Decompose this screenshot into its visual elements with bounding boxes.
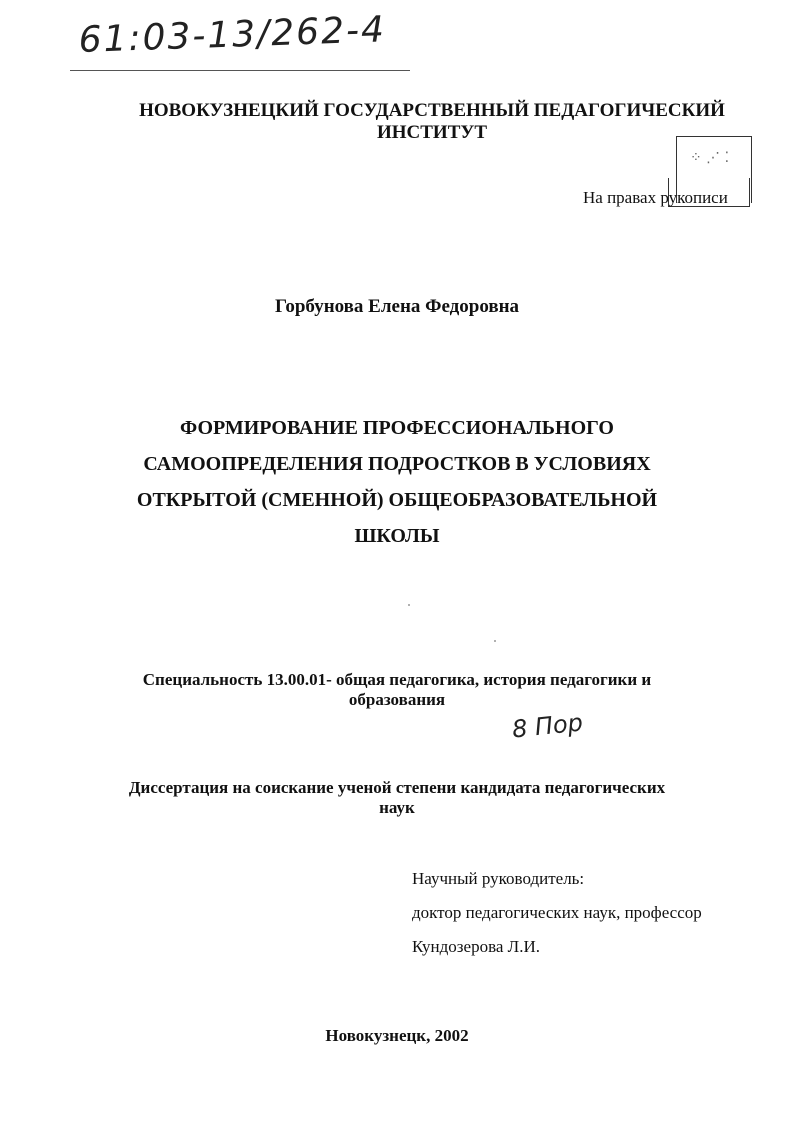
institute-name: [0, 100, 794, 144]
dissertation-title: [0, 410, 794, 554]
handwritten-note: 8 Пор: [510, 708, 585, 744]
archive-number: 61:03-13/262-4: [78, 9, 387, 61]
scan-speck: [494, 640, 496, 642]
degree-statement: [0, 778, 794, 818]
supervisor-block: [412, 862, 702, 964]
institute-name-line2: ИНСТИТУТ: [376, 122, 488, 143]
archive-number-underline: [70, 70, 410, 71]
manuscript-note: На правах рукописи: [583, 188, 728, 207]
city-year: Новокузнецк, 2002: [325, 1026, 469, 1045]
degree-line2: наук: [379, 798, 415, 817]
author-name: Горбунова Елена Федоровна: [274, 296, 520, 317]
stamp-marks-icon: ⁘ ⋰ ⁚: [690, 150, 730, 166]
specialty-line1: Специальность 13.00.01- общая педагогика, история педагогики и: [142, 670, 652, 689]
supervisor-label: Научный руководитель:: [412, 869, 585, 888]
specialty-line2: образования: [348, 690, 446, 709]
title-line-1: ФОРМИРОВАНИЕ ПРОФЕССИОНАЛЬНОГО: [180, 417, 614, 439]
specialty: [0, 670, 794, 710]
institute-name-line1: НОВОКУЗНЕЦКИЙ ГОСУДАРСТВЕННЫЙ ПЕДАГОГИЧЕСКИЙ: [139, 100, 725, 121]
title-line-2: САМООПРЕДЕЛЕНИЯ ПОДРОСТКОВ В УСЛОВИЯХ: [143, 453, 651, 475]
supervisor-rank: доктор педагогических наук, профессор: [412, 903, 702, 922]
degree-line1: Диссертация на соискание ученой степени кандидата педагогических: [128, 778, 666, 797]
scan-speck: [408, 604, 410, 606]
title-line-3: ОТКРЫТОЙ (СМЕННОЙ) ОБЩЕОБРАЗОВАТЕЛЬНОЙ: [136, 489, 658, 511]
supervisor-name: Кундозерова Л.И.: [412, 937, 540, 956]
title-line-4: ШКОЛЫ: [354, 525, 440, 547]
